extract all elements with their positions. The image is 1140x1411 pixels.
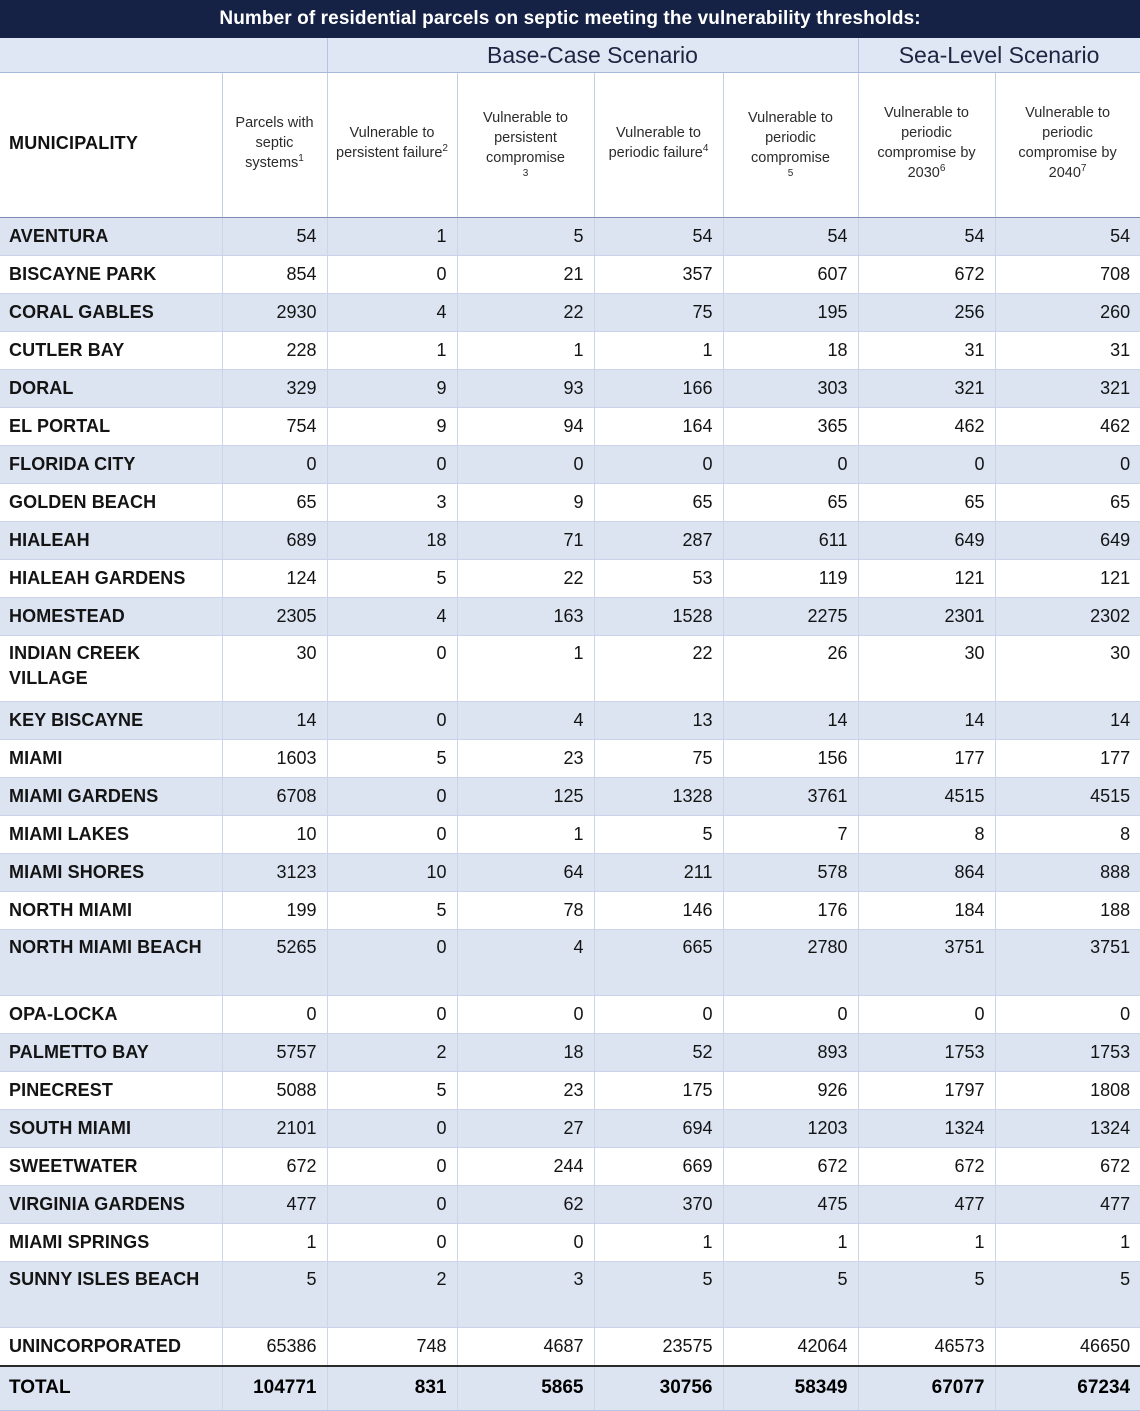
cell-periodic-compromise: 2780 <box>723 930 858 996</box>
cell-periodic-compromise-2040: 0 <box>995 446 1140 484</box>
column-header-persistent-compromise-label: Vulnerable to persistent compromise <box>483 109 568 166</box>
cell-periodic-compromise: 893 <box>723 1034 858 1072</box>
cell-parcels-with-septic: 754 <box>222 408 327 446</box>
cell-periodic-failure: 54 <box>594 218 723 256</box>
cell-periodic-failure: 23575 <box>594 1328 723 1367</box>
cell-persistent-compromise: 22 <box>457 294 594 332</box>
cell-persistent-compromise: 71 <box>457 522 594 560</box>
cell-parcels-with-septic: 854 <box>222 256 327 294</box>
cell-persistent-failure: 0 <box>327 1110 457 1148</box>
cell-periodic-failure: 694 <box>594 1110 723 1148</box>
table-row <box>0 256 1140 294</box>
cell-parcels-with-septic: 5757 <box>222 1034 327 1072</box>
table-footer <box>0 1366 1140 1411</box>
row-municipality: KEY BISCAYNE <box>0 702 222 740</box>
cell-parcels-with-septic: 14 <box>222 702 327 740</box>
cell-parcels-with-septic: 329 <box>222 370 327 408</box>
cell-periodic-compromise-2040: 321 <box>995 370 1140 408</box>
table-row <box>0 996 1140 1034</box>
cell-parcels-with-septic: 5 <box>222 1262 327 1328</box>
cell-periodic-failure: 370 <box>594 1186 723 1224</box>
cell-persistent-failure: 2 <box>327 1262 457 1328</box>
row-municipality: MIAMI SPRINGS <box>0 1224 222 1262</box>
cell-periodic-compromise-2030: 1753 <box>858 1034 995 1072</box>
cell-persistent-failure: 1 <box>327 332 457 370</box>
cell-persistent-compromise: 93 <box>457 370 594 408</box>
cell-persistent-compromise: 4687 <box>457 1328 594 1367</box>
row-municipality: HOMESTEAD <box>0 598 222 636</box>
cell-parcels-with-septic: 124 <box>222 560 327 598</box>
cell-periodic-failure: 22 <box>594 636 723 702</box>
cell-periodic-compromise-2030: 477 <box>858 1186 995 1224</box>
cell-periodic-compromise: 7 <box>723 816 858 854</box>
cell-periodic-failure: 0 <box>594 996 723 1034</box>
table-row <box>0 484 1140 522</box>
cell-periodic-failure: 166 <box>594 370 723 408</box>
cell-persistent-failure: 0 <box>327 256 457 294</box>
row-municipality: UNINCORPORATED <box>0 1328 222 1367</box>
footnote-marker-2: 2 <box>442 143 448 155</box>
cell-periodic-compromise-2040: 1324 <box>995 1110 1140 1148</box>
table-row <box>0 218 1140 256</box>
row-municipality: DORAL <box>0 370 222 408</box>
cell-parcels-with-septic: 689 <box>222 522 327 560</box>
cell-periodic-compromise-2030: 256 <box>858 294 995 332</box>
footnote-marker-4: 4 <box>702 143 709 155</box>
cell-periodic-compromise: 303 <box>723 370 858 408</box>
cell-periodic-compromise: 926 <box>723 1072 858 1110</box>
column-header-persistent-compromise <box>457 73 594 218</box>
cell-periodic-compromise: 14 <box>723 702 858 740</box>
cell-periodic-compromise: 195 <box>723 294 858 332</box>
total-periodic-failure: 30756 <box>594 1366 723 1411</box>
total-persistent-compromise: 5865 <box>457 1366 594 1411</box>
cell-periodic-failure: 211 <box>594 854 723 892</box>
cell-parcels-with-septic: 672 <box>222 1148 327 1186</box>
footnote-marker-5: 5 <box>787 167 794 179</box>
cell-persistent-failure: 0 <box>327 702 457 740</box>
row-municipality: SUNNY ISLES BEACH <box>0 1262 222 1328</box>
cell-periodic-compromise: 1 <box>723 1224 858 1262</box>
table-body <box>0 218 1140 1367</box>
cell-periodic-failure: 665 <box>594 930 723 996</box>
row-municipality: MIAMI <box>0 740 222 778</box>
cell-periodic-compromise-2030: 121 <box>858 560 995 598</box>
cell-periodic-failure: 146 <box>594 892 723 930</box>
cell-persistent-failure: 4 <box>327 294 457 332</box>
cell-persistent-compromise: 21 <box>457 256 594 294</box>
cell-periodic-failure: 1 <box>594 332 723 370</box>
cell-periodic-compromise: 672 <box>723 1148 858 1186</box>
cell-persistent-compromise: 0 <box>457 996 594 1034</box>
cell-parcels-with-septic: 65 <box>222 484 327 522</box>
cell-parcels-with-septic: 1 <box>222 1224 327 1262</box>
cell-periodic-compromise-2030: 672 <box>858 1148 995 1186</box>
column-header-periodic-compromise-2040-label: Vulnerable to periodic compromise by 2040 <box>1018 105 1117 181</box>
cell-persistent-compromise: 125 <box>457 778 594 816</box>
cell-periodic-compromise: 176 <box>723 892 858 930</box>
cell-periodic-failure: 164 <box>594 408 723 446</box>
cell-periodic-compromise-2040: 708 <box>995 256 1140 294</box>
table-row <box>0 332 1140 370</box>
row-municipality: CORAL GABLES <box>0 294 222 332</box>
total-parcels-with-septic: 104771 <box>222 1366 327 1411</box>
cell-persistent-failure: 0 <box>327 816 457 854</box>
cell-persistent-compromise: 1 <box>457 816 594 854</box>
cell-periodic-compromise-2030: 0 <box>858 996 995 1034</box>
row-municipality: VIRGINIA GARDENS <box>0 1186 222 1224</box>
cell-persistent-compromise: 23 <box>457 740 594 778</box>
cell-periodic-compromise-2040: 477 <box>995 1186 1140 1224</box>
cell-persistent-failure: 5 <box>327 1072 457 1110</box>
cell-parcels-with-septic: 10 <box>222 816 327 854</box>
cell-periodic-compromise-2030: 649 <box>858 522 995 560</box>
cell-persistent-failure: 3 <box>327 484 457 522</box>
cell-periodic-compromise-2040: 121 <box>995 560 1140 598</box>
table-row <box>0 816 1140 854</box>
cell-persistent-failure: 0 <box>327 1224 457 1262</box>
cell-periodic-failure: 65 <box>594 484 723 522</box>
cell-periodic-compromise-2030: 8 <box>858 816 995 854</box>
column-header-parcels-with-septic <box>222 73 327 218</box>
cell-periodic-compromise-2030: 5 <box>858 1262 995 1328</box>
cell-persistent-compromise: 244 <box>457 1148 594 1186</box>
table-title-row <box>0 0 1140 38</box>
total-label: TOTAL <box>0 1366 222 1411</box>
cell-persistent-compromise: 78 <box>457 892 594 930</box>
cell-parcels-with-septic: 1603 <box>222 740 327 778</box>
footnote-marker-7: 7 <box>1080 163 1087 175</box>
cell-persistent-failure: 5 <box>327 560 457 598</box>
cell-periodic-compromise-2030: 672 <box>858 256 995 294</box>
cell-periodic-compromise: 42064 <box>723 1328 858 1367</box>
cell-periodic-compromise-2030: 462 <box>858 408 995 446</box>
cell-periodic-failure: 1328 <box>594 778 723 816</box>
cell-periodic-failure: 75 <box>594 740 723 778</box>
table-row <box>0 408 1140 446</box>
cell-periodic-compromise: 611 <box>723 522 858 560</box>
cell-persistent-compromise: 0 <box>457 1224 594 1262</box>
cell-periodic-compromise-2040: 54 <box>995 218 1140 256</box>
cell-persistent-failure: 4 <box>327 598 457 636</box>
cell-persistent-failure: 0 <box>327 1186 457 1224</box>
column-header-persistent-failure-label: Vulnerable to persistent failure <box>336 125 443 161</box>
cell-persistent-compromise: 94 <box>457 408 594 446</box>
cell-persistent-failure: 0 <box>327 930 457 996</box>
cell-periodic-compromise: 0 <box>723 446 858 484</box>
row-municipality: HIALEAH GARDENS <box>0 560 222 598</box>
cell-parcels-with-septic: 0 <box>222 446 327 484</box>
cell-periodic-compromise-2030: 177 <box>858 740 995 778</box>
cell-persistent-compromise: 18 <box>457 1034 594 1072</box>
cell-periodic-compromise-2040: 462 <box>995 408 1140 446</box>
row-municipality: GOLDEN BEACH <box>0 484 222 522</box>
table-row <box>0 1328 1140 1367</box>
cell-periodic-compromise: 18 <box>723 332 858 370</box>
cell-parcels-with-septic: 2930 <box>222 294 327 332</box>
cell-periodic-failure: 669 <box>594 1148 723 1186</box>
cell-persistent-compromise: 64 <box>457 854 594 892</box>
cell-persistent-failure: 748 <box>327 1328 457 1367</box>
cell-periodic-compromise-2030: 2301 <box>858 598 995 636</box>
cell-periodic-compromise-2030: 184 <box>858 892 995 930</box>
cell-persistent-compromise: 4 <box>457 702 594 740</box>
table-header <box>0 0 1140 218</box>
table-row <box>0 636 1140 702</box>
cell-parcels-with-septic: 30 <box>222 636 327 702</box>
cell-periodic-compromise-2040: 1753 <box>995 1034 1140 1072</box>
cell-persistent-failure: 9 <box>327 408 457 446</box>
cell-persistent-compromise: 3 <box>457 1262 594 1328</box>
cell-periodic-compromise: 607 <box>723 256 858 294</box>
column-header-periodic-compromise-2040 <box>995 73 1140 218</box>
cell-periodic-compromise-2030: 1797 <box>858 1072 995 1110</box>
cell-periodic-failure: 357 <box>594 256 723 294</box>
cell-parcels-with-septic: 5265 <box>222 930 327 996</box>
table-row <box>0 1072 1140 1110</box>
table-row <box>0 1148 1140 1186</box>
table-row <box>0 1110 1140 1148</box>
cell-periodic-compromise-2040: 0 <box>995 996 1140 1034</box>
cell-periodic-failure: 287 <box>594 522 723 560</box>
cell-periodic-failure: 5 <box>594 816 723 854</box>
cell-persistent-compromise: 27 <box>457 1110 594 1148</box>
cell-parcels-with-septic: 3123 <box>222 854 327 892</box>
table-row <box>0 446 1140 484</box>
row-municipality: SOUTH MIAMI <box>0 1110 222 1148</box>
cell-parcels-with-septic: 0 <box>222 996 327 1034</box>
row-municipality: NORTH MIAMI <box>0 892 222 930</box>
row-municipality: OPA-LOCKA <box>0 996 222 1034</box>
column-header-periodic-compromise-2030-label: Vulnerable to periodic compromise by 2030 <box>877 105 976 181</box>
cell-periodic-failure: 5 <box>594 1262 723 1328</box>
cell-persistent-compromise: 163 <box>457 598 594 636</box>
total-row <box>0 1366 1140 1411</box>
cell-periodic-compromise-2040: 5 <box>995 1262 1140 1328</box>
cell-periodic-compromise: 2275 <box>723 598 858 636</box>
table-title: Number of residential parcels on septic meeting the vulnerability thresholds: <box>0 0 1140 38</box>
cell-periodic-compromise-2030: 30 <box>858 636 995 702</box>
cell-periodic-compromise: 578 <box>723 854 858 892</box>
row-municipality: MIAMI SHORES <box>0 854 222 892</box>
cell-periodic-compromise-2030: 4515 <box>858 778 995 816</box>
table-row <box>0 778 1140 816</box>
cell-periodic-compromise-2040: 177 <box>995 740 1140 778</box>
row-municipality: BISCAYNE PARK <box>0 256 222 294</box>
cell-persistent-compromise: 1 <box>457 332 594 370</box>
table-row <box>0 702 1140 740</box>
column-header-row <box>0 73 1140 218</box>
row-municipality: PINECREST <box>0 1072 222 1110</box>
column-header-periodic-compromise-2030 <box>858 73 995 218</box>
table-row <box>0 522 1140 560</box>
cell-persistent-compromise: 0 <box>457 446 594 484</box>
cell-periodic-compromise-2030: 14 <box>858 702 995 740</box>
cell-periodic-failure: 175 <box>594 1072 723 1110</box>
scenario-group-sea-level: Sea-Level Scenario <box>858 38 1140 73</box>
column-header-parcels-with-septic-label: Parcels with septic systems <box>235 115 314 171</box>
cell-persistent-failure: 10 <box>327 854 457 892</box>
cell-periodic-compromise-2040: 1808 <box>995 1072 1140 1110</box>
cell-periodic-failure: 0 <box>594 446 723 484</box>
total-persistent-failure: 831 <box>327 1366 457 1411</box>
cell-persistent-failure: 5 <box>327 892 457 930</box>
scenario-group-blank <box>0 38 327 73</box>
cell-periodic-compromise-2040: 2302 <box>995 598 1140 636</box>
cell-periodic-compromise: 26 <box>723 636 858 702</box>
cell-periodic-failure: 52 <box>594 1034 723 1072</box>
row-municipality: EL PORTAL <box>0 408 222 446</box>
table-row <box>0 740 1140 778</box>
cell-periodic-compromise-2040: 30 <box>995 636 1140 702</box>
cell-periodic-compromise-2040: 260 <box>995 294 1140 332</box>
cell-periodic-compromise: 3761 <box>723 778 858 816</box>
table-row <box>0 854 1140 892</box>
cell-periodic-compromise: 365 <box>723 408 858 446</box>
table-row <box>0 1186 1140 1224</box>
cell-periodic-failure: 1528 <box>594 598 723 636</box>
cell-persistent-compromise: 5 <box>457 218 594 256</box>
row-municipality: HIALEAH <box>0 522 222 560</box>
cell-periodic-compromise-2040: 4515 <box>995 778 1140 816</box>
total-periodic-compromise: 58349 <box>723 1366 858 1411</box>
cell-periodic-compromise-2040: 65 <box>995 484 1140 522</box>
cell-parcels-with-septic: 228 <box>222 332 327 370</box>
cell-periodic-compromise-2040: 188 <box>995 892 1140 930</box>
cell-parcels-with-septic: 2305 <box>222 598 327 636</box>
cell-periodic-compromise-2040: 888 <box>995 854 1140 892</box>
cell-periodic-compromise-2030: 0 <box>858 446 995 484</box>
cell-periodic-compromise-2030: 1324 <box>858 1110 995 1148</box>
cell-parcels-with-septic: 5088 <box>222 1072 327 1110</box>
total-periodic-compromise-2040: 67234 <box>995 1366 1140 1411</box>
cell-periodic-compromise: 65 <box>723 484 858 522</box>
cell-persistent-compromise: 9 <box>457 484 594 522</box>
cell-persistent-compromise: 1 <box>457 636 594 702</box>
table-row <box>0 560 1140 598</box>
row-municipality: CUTLER BAY <box>0 332 222 370</box>
footnote-marker-6: 6 <box>939 163 946 175</box>
cell-persistent-compromise: 62 <box>457 1186 594 1224</box>
cell-periodic-compromise-2030: 65 <box>858 484 995 522</box>
cell-persistent-failure: 5 <box>327 740 457 778</box>
row-municipality: FLORIDA CITY <box>0 446 222 484</box>
cell-periodic-compromise: 475 <box>723 1186 858 1224</box>
cell-periodic-compromise-2030: 3751 <box>858 930 995 996</box>
scenario-group-base-case: Base-Case Scenario <box>327 38 858 73</box>
cell-persistent-failure: 2 <box>327 1034 457 1072</box>
row-municipality: PALMETTO BAY <box>0 1034 222 1072</box>
cell-periodic-compromise: 54 <box>723 218 858 256</box>
cell-persistent-failure: 1 <box>327 218 457 256</box>
cell-periodic-failure: 75 <box>594 294 723 332</box>
column-header-periodic-compromise <box>723 73 858 218</box>
cell-periodic-compromise: 5 <box>723 1262 858 1328</box>
cell-periodic-compromise-2030: 321 <box>858 370 995 408</box>
cell-periodic-compromise-2030: 1 <box>858 1224 995 1262</box>
cell-periodic-compromise-2040: 46650 <box>995 1328 1140 1367</box>
cell-periodic-compromise-2030: 54 <box>858 218 995 256</box>
cell-parcels-with-septic: 54 <box>222 218 327 256</box>
cell-persistent-compromise: 23 <box>457 1072 594 1110</box>
cell-periodic-compromise-2030: 31 <box>858 332 995 370</box>
column-header-periodic-failure-label: Vulnerable to periodic failure <box>608 125 703 161</box>
cell-parcels-with-septic: 477 <box>222 1186 327 1224</box>
cell-persistent-compromise: 4 <box>457 930 594 996</box>
table-row <box>0 1224 1140 1262</box>
row-municipality: SWEETWATER <box>0 1148 222 1186</box>
cell-persistent-compromise: 22 <box>457 560 594 598</box>
cell-periodic-compromise: 119 <box>723 560 858 598</box>
table-row <box>0 1034 1140 1072</box>
cell-parcels-with-septic: 6708 <box>222 778 327 816</box>
total-periodic-compromise-2030: 67077 <box>858 1366 995 1411</box>
cell-persistent-failure: 0 <box>327 996 457 1034</box>
cell-persistent-failure: 0 <box>327 636 457 702</box>
cell-periodic-compromise: 156 <box>723 740 858 778</box>
cell-periodic-compromise-2040: 8 <box>995 816 1140 854</box>
cell-parcels-with-septic: 2101 <box>222 1110 327 1148</box>
row-municipality: MIAMI GARDENS <box>0 778 222 816</box>
cell-parcels-with-septic: 199 <box>222 892 327 930</box>
column-header-periodic-failure <box>594 73 723 218</box>
cell-persistent-failure: 0 <box>327 778 457 816</box>
cell-periodic-compromise-2040: 14 <box>995 702 1140 740</box>
row-municipality: AVENTURA <box>0 218 222 256</box>
scenario-group-row <box>0 38 1140 73</box>
column-header-persistent-failure <box>327 73 457 218</box>
cell-periodic-compromise: 0 <box>723 996 858 1034</box>
column-header-municipality: MUNICIPALITY <box>0 73 222 218</box>
cell-periodic-failure: 1 <box>594 1224 723 1262</box>
table-row <box>0 930 1140 996</box>
cell-periodic-compromise-2040: 649 <box>995 522 1140 560</box>
cell-persistent-failure: 9 <box>327 370 457 408</box>
table-row <box>0 892 1140 930</box>
cell-persistent-failure: 0 <box>327 446 457 484</box>
cell-periodic-compromise-2040: 672 <box>995 1148 1140 1186</box>
table-row <box>0 598 1140 636</box>
cell-periodic-compromise-2040: 3751 <box>995 930 1140 996</box>
cell-persistent-failure: 18 <box>327 522 457 560</box>
cell-periodic-compromise-2040: 31 <box>995 332 1140 370</box>
cell-periodic-compromise-2030: 46573 <box>858 1328 995 1367</box>
cell-periodic-compromise-2040: 1 <box>995 1224 1140 1262</box>
cell-persistent-failure: 0 <box>327 1148 457 1186</box>
cell-periodic-failure: 53 <box>594 560 723 598</box>
column-header-periodic-compromise-label: Vulnerable to periodic compromise <box>748 109 833 166</box>
table-row <box>0 294 1140 332</box>
cell-periodic-compromise: 1203 <box>723 1110 858 1148</box>
cell-periodic-compromise-2030: 864 <box>858 854 995 892</box>
row-municipality: INDIAN CREEK VILLAGE <box>0 636 222 702</box>
table-row <box>0 370 1140 408</box>
cell-parcels-with-septic: 65386 <box>222 1328 327 1367</box>
footnote-marker-3: 3 <box>522 167 529 179</box>
footnote-marker-1: 1 <box>298 153 304 165</box>
row-municipality: MIAMI LAKES <box>0 816 222 854</box>
cell-periodic-failure: 13 <box>594 702 723 740</box>
row-municipality: NORTH MIAMI BEACH <box>0 930 222 996</box>
